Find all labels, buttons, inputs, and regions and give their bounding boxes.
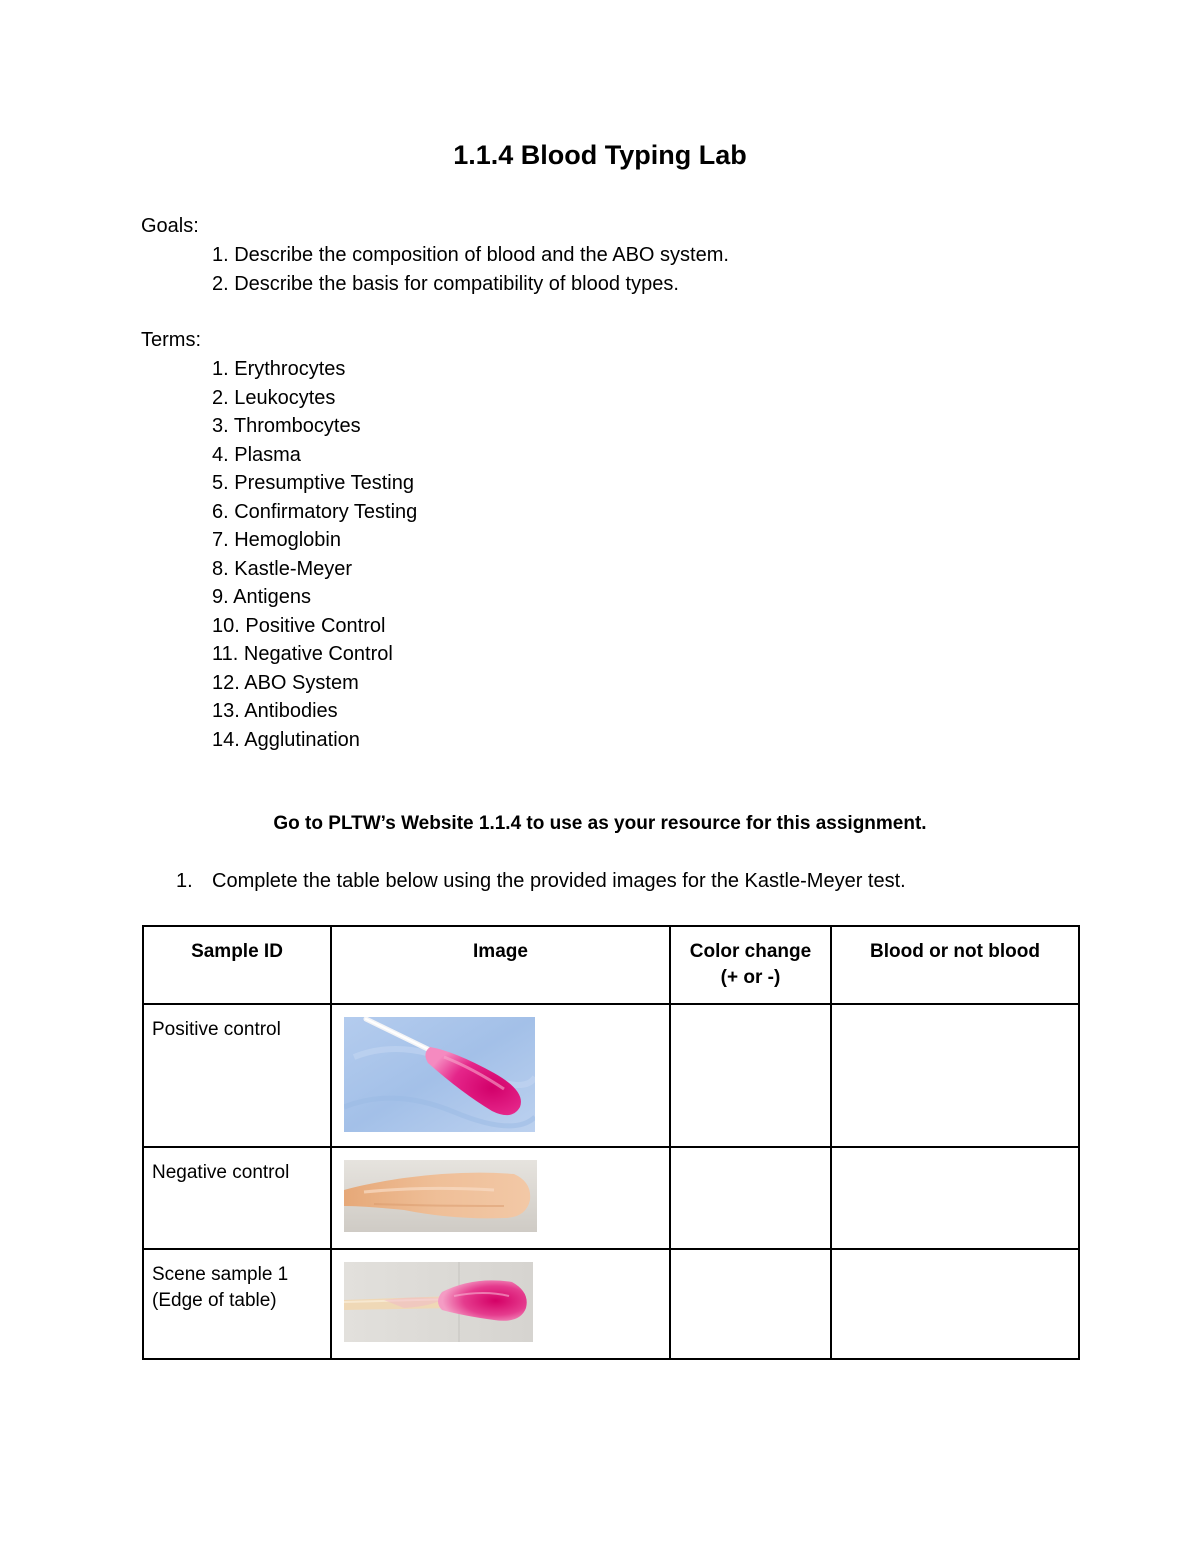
- term-item: 13. Antibodies: [212, 700, 338, 722]
- header-color-change: [670, 926, 831, 1004]
- term-item: 1. Erythrocytes: [212, 358, 346, 380]
- blood-cell[interactable]: [831, 1147, 1079, 1249]
- color-change-cell[interactable]: [670, 1004, 831, 1147]
- image-cell: [331, 1249, 670, 1359]
- terms-label: Terms:: [141, 329, 201, 351]
- goal-item: 2. Describe the basis for compatibility of blood types.: [212, 272, 679, 295]
- term-item: 10. Positive Control: [212, 614, 386, 637]
- sample-id-text: Scene sample 1: [152, 1264, 289, 1285]
- sample-id-cell: [143, 1004, 331, 1147]
- header-image: Image: [331, 926, 670, 1004]
- scene-sample-swab-image: [344, 1262, 533, 1342]
- term-item: 14. Agglutination: [212, 728, 360, 751]
- positive-control-swab-image: [344, 1017, 535, 1132]
- table-header-row: [143, 926, 1079, 1004]
- negative-control-swab-image: [344, 1160, 537, 1232]
- header-color-change-line1: Color change: [689, 941, 812, 962]
- table-row: [143, 1147, 1079, 1249]
- table-row: [143, 1249, 1079, 1359]
- resource-note: Go to PLTW’s Website 1.1.4 to use as your resource for this assignment.: [273, 813, 927, 834]
- blood-cell[interactable]: [831, 1004, 1079, 1147]
- term-item: 4. Plasma: [212, 443, 301, 466]
- image-cell: [331, 1004, 670, 1147]
- term-item: 3. Thrombocytes: [212, 415, 361, 437]
- sample-id-cell: [143, 1147, 331, 1249]
- image-cell: [331, 1147, 670, 1249]
- term-item: 5. Presumptive Testing: [212, 472, 414, 494]
- terms-list: [212, 355, 417, 754]
- sample-id-text-secondary: (Edge of table): [152, 1290, 277, 1311]
- color-change-cell[interactable]: [670, 1249, 831, 1359]
- term-item: 11. Negative Control: [212, 643, 393, 665]
- term-item: 7. Hemoglobin: [212, 529, 341, 551]
- term-item: 6. Confirmatory Testing: [212, 500, 418, 523]
- kastle-meyer-table: [142, 925, 1080, 1360]
- header-sample-id: Sample ID: [143, 926, 331, 1004]
- goals-list: [212, 241, 729, 298]
- blood-cell[interactable]: [831, 1249, 1079, 1359]
- goal-item: 1. Describe the composition of blood and the ABO system.: [212, 244, 729, 266]
- color-change-cell[interactable]: [670, 1147, 831, 1249]
- term-item: 12. ABO System: [212, 671, 359, 694]
- question-number: 1.: [176, 870, 193, 892]
- sample-id-text: Negative control: [152, 1162, 290, 1183]
- sample-id-text: Positive control: [152, 1019, 281, 1040]
- term-item: 8. Kastle-Meyer: [212, 557, 353, 580]
- document-title: 1.1.4 Blood Typing Lab: [453, 140, 747, 170]
- goals-label: Goals:: [141, 215, 199, 237]
- sample-id-cell: [143, 1249, 331, 1359]
- header-blood: Blood or not blood: [831, 926, 1079, 1004]
- table-row: [143, 1004, 1079, 1147]
- header-color-change-line2: (+ or -): [720, 967, 781, 988]
- question-1: [176, 870, 906, 893]
- question-text: Complete the table below using the provided images for the Kastle-Meyer test.: [212, 870, 906, 892]
- term-item: 2. Leukocytes: [212, 386, 336, 409]
- term-item: 9. Antigens: [212, 586, 311, 608]
